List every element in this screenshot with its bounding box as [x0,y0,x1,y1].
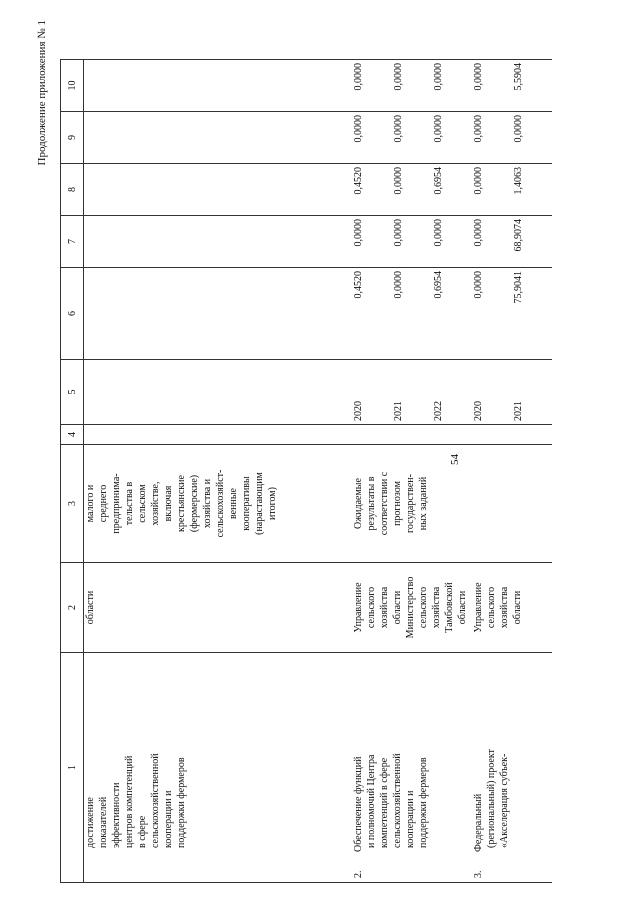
cell-line: (нарастающим [254,472,265,535]
year-cell: 2021 [512,360,552,425]
value-cell-c9: 0,0000 [392,112,432,164]
column-4-cell [352,425,472,445]
executor-cell [472,563,552,653]
column-header: 7 [61,216,84,268]
cell-line: Ожидаемые [352,478,364,529]
cell-line: центров компетенций [124,755,135,848]
cell-line: поддержки фермеров [176,757,187,848]
cell-line: (региональный) проект [485,749,497,848]
column-header: 4 [61,425,84,445]
cell-line: кооперативы [241,476,252,531]
cell-line: хозяйства [430,586,442,629]
column-header: 8 [61,164,84,216]
cell-line: сельского [417,586,429,629]
value-cell-c6 [84,268,352,360]
table-row [472,60,512,883]
value-cell-c10: 0,0000 [392,60,432,112]
result-cell [84,445,352,563]
table-row [84,60,352,883]
row-number: 3. [472,870,484,878]
cell-line: области [85,590,96,625]
table-body [84,60,552,883]
value-cell-c7: 0,0000 [352,216,392,268]
value-cell-c6: 0,0000 [472,268,512,360]
cell-line: венные [228,488,239,519]
cell-line: 3.Федеральный [472,793,484,878]
column-header: 3 [61,445,84,563]
value-cell-c7: 68,9074 [512,216,552,268]
value-cell-c6: 75,9041 [512,268,552,360]
value-cell-c10: 0,0000 [472,60,512,112]
cell-line: достижение [85,797,96,848]
value-cell-c9: 0,0000 [512,112,552,164]
cell-line: эффективности [111,782,122,848]
value-cell-c9 [84,112,352,164]
value-cell-c8 [84,164,352,216]
cell-line: сельского [485,586,497,629]
value-cell-c9: 0,0000 [352,112,392,164]
year-cell: 2020 [352,360,392,425]
cell-line: тельства в [124,481,135,526]
value-cell-c8: 0,0000 [472,164,512,216]
cell-line: государствен- [404,474,416,533]
column-header: 9 [61,112,84,164]
value-cell-c8: 1,4063 [512,164,552,216]
value-cell-c10 [84,60,352,112]
cell-line: Тамбовской [443,582,455,633]
cell-line: сельском [137,484,148,523]
table-row [352,60,392,883]
result-cell [472,445,552,563]
value-cell-c6: 0,6954 [432,268,472,360]
value-cell-c10: 0,0000 [432,60,472,112]
column-header: 6 [61,268,84,360]
year-cell: 2020 [472,360,512,425]
cell-line: среднего [98,484,109,523]
cell-line: области [391,590,403,625]
value-cell-c8: 0,6954 [432,164,472,216]
cell-line: предпринима- [111,473,122,534]
page-number: 54 [449,454,461,465]
value-cell-c7 [84,216,352,268]
cell-line: кооперации и [404,790,416,848]
cell-line: Управление [352,582,364,633]
cell-line: крестьянские [176,475,187,532]
cell-line: Министерство [404,576,416,639]
value-cell-c7: 0,0000 [472,216,512,268]
cell-line: итогом) [267,487,278,520]
header-row [61,60,84,883]
data-table [60,59,552,883]
value-cell-c7: 0,0000 [432,216,472,268]
cell-line: соответствии с [378,471,390,536]
cell-line: хозяйства [498,586,510,629]
cell-line: хозяйстве, [150,481,161,526]
cell-line: кооперации и [163,790,174,848]
cell-line: показателей [98,796,109,848]
column-4-cell [84,425,352,445]
cell-line: хозяйства и [202,478,213,529]
value-cell-c6: 0,4520 [352,268,392,360]
row-number: 2. [352,870,364,878]
column-4-cell [472,425,552,445]
cell-line: ных заданий [417,476,429,531]
value-cell-c9: 0,0000 [472,112,512,164]
value-cell-c6: 0,0000 [392,268,432,360]
cell-line: в сфере [137,815,148,848]
year-cell: 2021 [392,360,432,425]
cell-line: результаты в [365,476,377,531]
cell-line: Управление [472,582,484,633]
result-cell [352,445,472,563]
column-header: 5 [61,360,84,425]
cell-line: и полномочий Центра [365,754,377,848]
executor-cell [352,563,472,653]
value-cell-c9: 0,0000 [432,112,472,164]
column-header: 1 [61,653,84,883]
value-cell-c10: 5,5904 [512,60,552,112]
cell-line: 2.Обеспечение функций [352,756,364,878]
executor-cell [84,563,352,653]
value-cell-c10: 0,0000 [352,60,392,112]
column-header: 10 [61,60,84,112]
value-cell-c7: 0,0000 [392,216,432,268]
cell-line: «Акселерация субъек- [498,753,510,848]
cell-line: сельскохозяйственной [150,753,161,848]
cell-line: хозяйства [378,586,390,629]
cell-line: сельскохозяйственной [391,753,403,848]
description-cell [472,653,552,883]
cell-line: прогнозом [391,481,403,526]
cell-line: включая [163,485,174,522]
cell-line: области [511,590,523,625]
cell-line: сельскохозяйст- [215,469,226,538]
appendix-heading: Продолжение приложения № 1 [36,20,48,166]
cell-line: поддержки фермеров [417,757,429,848]
year-cell: 2022 [432,360,472,425]
cell-line: малого и [85,484,96,523]
cell-line: области [456,590,468,625]
column-header: 2 [61,563,84,653]
cell-line: (фермерские) [189,474,200,533]
cell-line: сельского [365,586,377,629]
value-cell-c8: 0,0000 [392,164,432,216]
cell-line: компетенций в сфере [378,757,390,848]
year-cell [84,360,352,425]
description-cell [84,653,352,883]
value-cell-c8: 0,4520 [352,164,392,216]
description-cell [352,653,472,883]
